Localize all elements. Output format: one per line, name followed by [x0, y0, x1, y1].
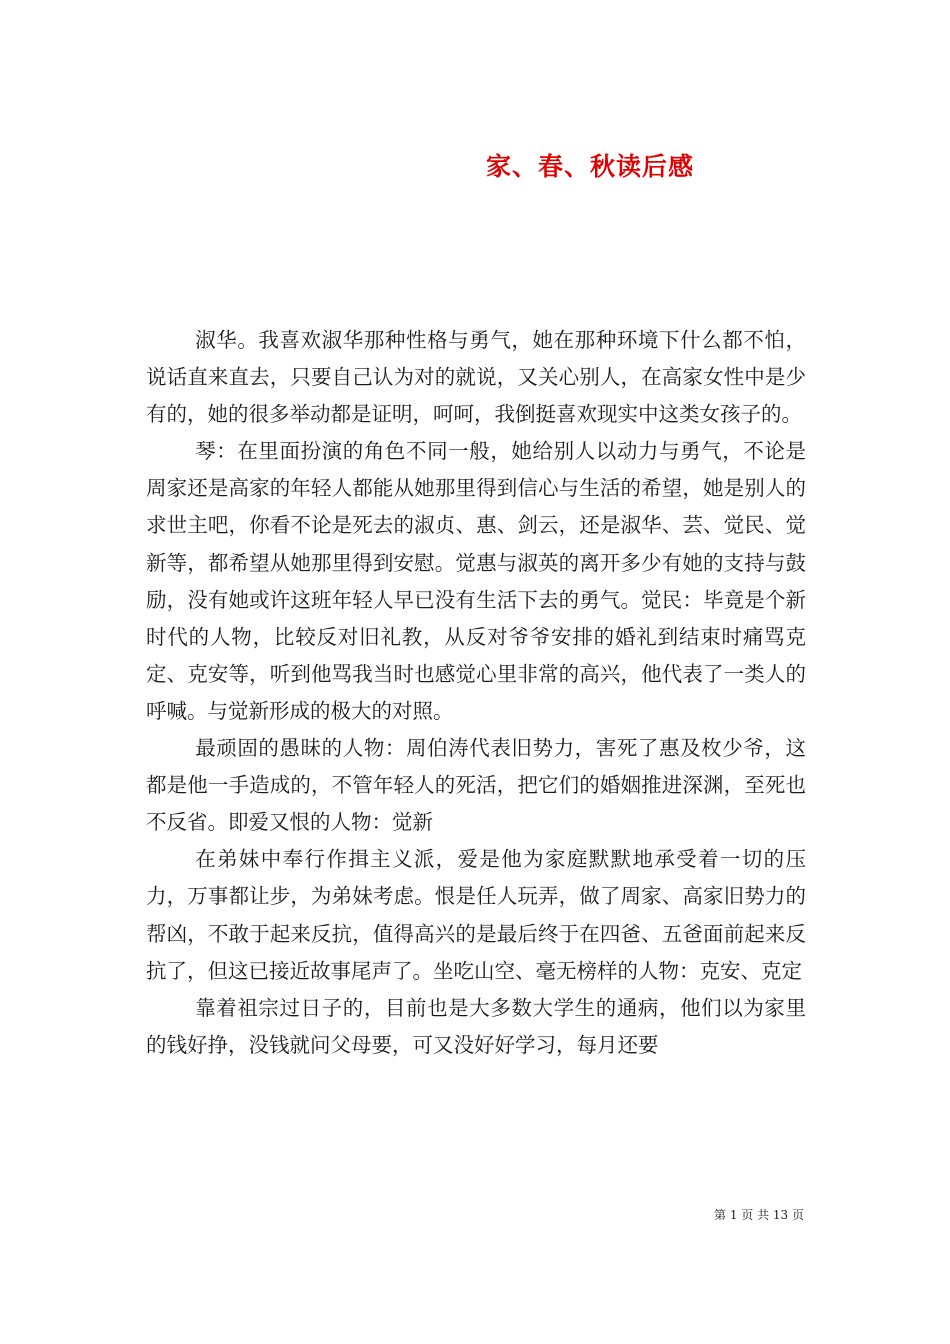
paragraph-zhou-botao: 最顽固的愚昧的人物：周伯涛代表旧势力，害死了惠及枚少爷，这都是他一手造成的，不管年轻人的死活，把它们的婚姻推进深渊，至死也不反省。即爱又恨的人物：觉新 [146, 736, 806, 835]
body-text [146, 322, 806, 1064]
page-number-footer: 第 1 页 共 13 页 [714, 1208, 804, 1222]
paragraph-juexin: 在弟妹中奉行作揖主义派，爱是他为家庭默默地承受着一切的压力，万事都让步，为弟妹考虑。恨是任人玩弄，做了周家、高家旧势力的帮凶，不敢于起来反抗，值得高兴的是最后终于在四爸、五爸面前起来反抗了，但这已接近故事尾声了。坐吃山空、毫无榜样的人物：克安、克定 [146, 847, 806, 983]
paragraph-kean-keding: 靠着祖宗过日子的，目前也是大多数大学生的通病，他们以为家里的钱好挣，没钱就问父母要，可又没好好学习，每月还要 [146, 995, 806, 1057]
page-title: 家、春、秋读后感 [485, 151, 694, 181]
paragraph-qin: 琴：在里面扮演的角色不同一般，她给别人以动力与勇气，不论是周家还是高家的年轻人都能从她那里得到信心与生活的希望，她是别人的求世主吧，你看不论是死去的淑贞、惠、剑云，还是淑华、芸、觉民、觉新等，都希望从她那里得到安慰。觉惠与淑英的离开多少有她的支持与鼓励，没有她或许这班年轻人早已没有生活下去的勇气。觉民：毕竟是个新时代的人物，比较反对旧礼教，从反对爷爷安排的婚礼到结束时痛骂克定、克安等，听到他骂我当时也感觉心里非常的高兴，他代表了一类人的呼喊。与觉新形成的极大的对照。 [146, 439, 806, 723]
paragraph-shuhua: 淑华。我喜欢淑华那种性格与勇气，她在那种环境下什么都不怕，说话直来直去，只要自己认为对的就说，又关心别人，在高家女性中是少有的，她的很多举动都是证明，呵呵，我倒挺喜欢现实中这类女孩子的。 [146, 328, 806, 427]
